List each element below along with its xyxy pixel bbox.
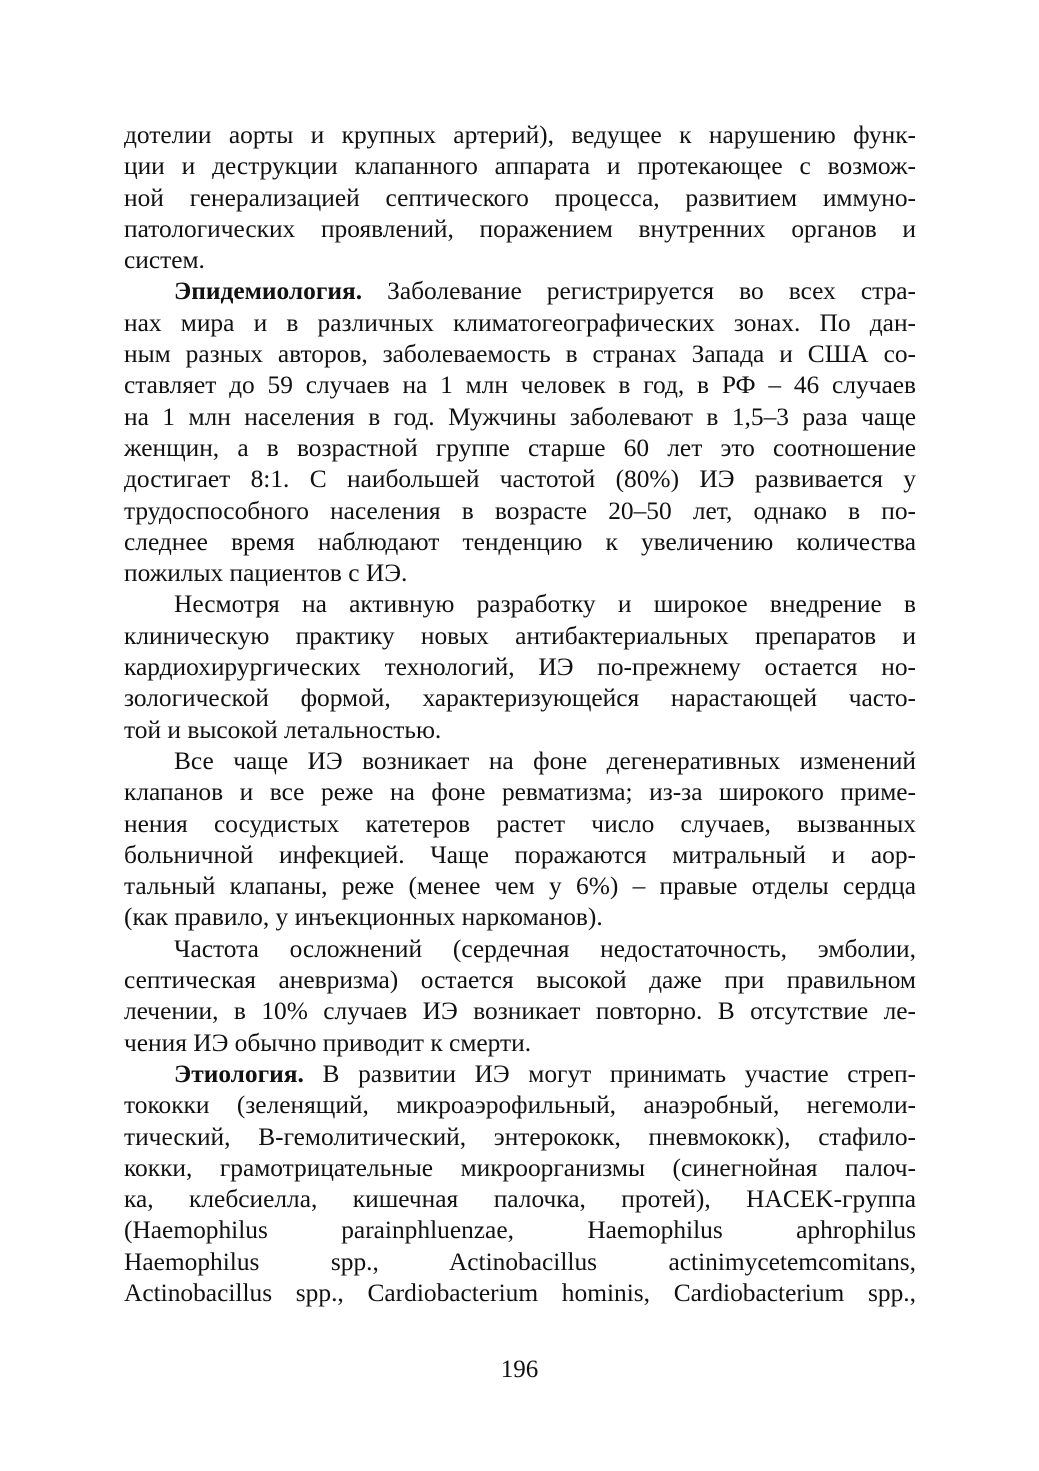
text-line: достигает 8:1. С наибольшей частотой (80%) ИЭ развивается у	[124, 465, 916, 494]
text-line: Actinobacillus spp., Cardiobacterium hominis, Cardiobacterium spp.,	[124, 1278, 916, 1307]
text-line: (как правило, у инъекционных наркоманов).	[124, 903, 603, 932]
text-line: нения сосудистых катетеров растет число случаев, вызванных	[124, 809, 916, 838]
text-line: зологической формой, характеризующейся нарастающей часто-	[124, 684, 916, 713]
text-line: ставляет до 59 случаев на 1 млн человек в год, в РФ – 46 случаев	[124, 371, 916, 400]
text-line: Несмотря на активную разработку и широкое внедрение в	[174, 590, 916, 619]
text-line: женщин, а в возрастной группе старше 60 лет это соотношение	[124, 433, 916, 462]
text-line: кардиохирургических технологий, ИЭ по-прежнему остается но-	[124, 653, 916, 682]
text-line: ка, клебсиелла, кишечная палочка, протей), HACEK-группа	[124, 1185, 916, 1214]
text-line: септическая аневризма) остается высокой даже при правильном	[124, 966, 916, 995]
text-line: лечении, в 10% случаев ИЭ возникает повторно. В отсутствие ле-	[124, 997, 916, 1026]
text-line: клиническую практику новых антибактериальных препаратов и	[124, 621, 916, 650]
text-line: кокки, грамотрицательные микроорганизмы (синегнойная палоч-	[124, 1153, 916, 1182]
text-line	[124, 1059, 916, 1090]
text-line: нах мира и в различных климатогеографических зонах. По дан-	[124, 308, 916, 337]
text-run: Заболевание регистрируется во всех стра-	[362, 277, 916, 306]
section-heading: Эпидемиология.	[174, 277, 363, 306]
section-heading: Этиология.	[174, 1059, 304, 1088]
text-line: Haemophilus spp., Actinobacillus actinimycetemcomitans,	[124, 1247, 916, 1276]
text-line: систем.	[124, 246, 205, 275]
text-line: Частота осложнений (сердечная недостаточность, эмболии,	[174, 934, 916, 963]
page-number: 196	[500, 1356, 539, 1383]
text-line: трудоспособного населения в возрасте 20–50 лет, однако в по-	[124, 496, 916, 525]
text-run: В развитии ИЭ могут принимать участие стреп-	[303, 1059, 916, 1088]
text-line: на 1 млн населения в год. Мужчины заболевают в 1,5–3 раза чаще	[124, 402, 916, 431]
text-line: тальный клапаны, реже (менее чем у 6%) – правые отделы сердца	[124, 872, 916, 901]
text-line: ции и деструкции клапанного аппарата и протекающее с возмож-	[124, 152, 916, 181]
paragraph	[124, 934, 916, 1059]
paragraph	[124, 746, 916, 934]
text-line: (Haemophilus parainphluenzae, Haemophilus aphrophilus	[124, 1216, 916, 1245]
text-line: дотелии аорты и крупных артерий), ведущее к нарушению функ-	[124, 121, 916, 149]
text-line: Все чаще ИЭ возникает на фоне дегенеративных изменений	[174, 746, 916, 775]
paragraph-etiology	[124, 1059, 916, 1309]
text-line: больничной инфекцией. Чаще поражаются митральный и аор-	[124, 840, 916, 869]
text-line: следнее время наблюдают тенденцию к увеличению количества	[124, 527, 916, 556]
text-line: патологических проявлений, поражением внутренних органов и	[124, 214, 916, 243]
text-line: чения ИЭ обычно приводит к смерти.	[124, 1028, 532, 1057]
document-body	[124, 120, 916, 1309]
paragraph	[124, 589, 916, 745]
text-line: ным разных авторов, заболеваемость в странах Запада и США со-	[124, 340, 916, 369]
paragraph-epidemiology	[124, 276, 916, 589]
text-line: той и высокой летальностью.	[124, 715, 442, 744]
text-line: тический, В-гемолитический, энтерококк, пневмококк), стафило-	[124, 1122, 916, 1151]
text-line: пожилых пациентов с ИЭ.	[124, 559, 408, 588]
text-line: клапанов и все реже на фоне ревматизма; из-за широкого приме-	[124, 778, 916, 807]
text-line: тококки (зеленящий, микроаэрофильный, анаэробный, негемоли-	[124, 1091, 916, 1120]
text-line: ной генерализацией септического процесса, развитием иммуно-	[124, 183, 916, 212]
text-line	[124, 276, 916, 307]
paragraph	[124, 120, 916, 276]
